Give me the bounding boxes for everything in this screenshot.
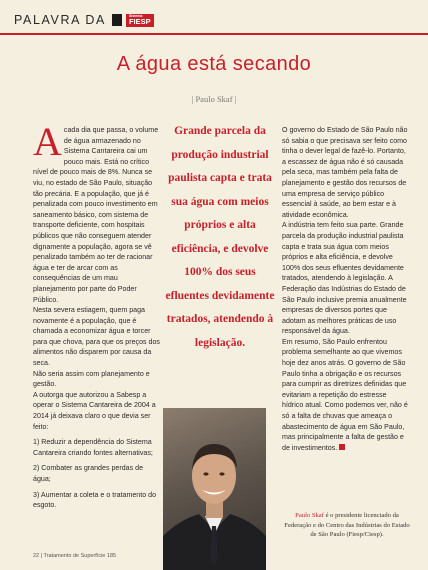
list-item: 1) Reduzir a dependência do Sistema Cantareira criando fontes alternativas;: [33, 438, 153, 457]
section-header: [14, 9, 154, 31]
drop-cap: A: [33, 119, 62, 164]
paragraph-text: cada dia que passa, o volume de água armazenado no Sistema Cantareira cai um pouco mais. Está no crítico nível de pouco mais de 8%. Nunca se viu, no estado de São Paulo, situação tão precária. E a população, que já é penalizada com pouco investimento em saneamento básico, com sistema de transporte deficiente, com hospitais públicos que não conseguem atender dignamente a população, agora se vê penalizado também ao ter de racionar água e ter de arcar com as consequências de um mau planejamento por parte do Poder Público.: [33, 126, 159, 304]
logo-mark-icon: [112, 14, 122, 26]
article-byline: | Paulo Skaf |: [191, 94, 237, 104]
paragraph-text: Em resumo, São Paulo enfrentou problema semelhante ao que vivemos hoje dez anos atrás. O governo de São Paulo tinha a obrigação e os recursos para cumprir as diretrizes definidas que evitariam a repetição do estresse hídrico atual. Como podemos ver, não é só a falta de chuvas que ameaça o abastecimento de água em São Paulo, mas principalmente a falta de gestão e de investimentos.: [282, 337, 408, 452]
author-name: Paulo Skaf: [295, 512, 324, 519]
author-bio-text: é o presidente licenciado da Federação e do Centro das Indústrias do Estado de São Paulo (Fiesp/Ciesp).: [284, 512, 410, 539]
author-portrait-image: [163, 408, 266, 570]
paragraph: A indústria tem feito sua parte. Grande parcela da produção industrial paulista capta e trata sua água com meios próprios e alta eficiência, e devolve 100% dos seus efluentes devidamente tratados, atendendo à legislação. A Federação das Indústrias do Estado de São Paulo inclusive premia anualmente empresas de diversos portes que adotam as melhores práticas de uso responsável da água.: [282, 221, 407, 336]
logo-big-text: FIESP: [128, 17, 151, 26]
paragraph: [33, 119, 160, 305]
article-title: A água está secando: [116, 53, 312, 75]
section-label: PALAVRA DA: [14, 13, 106, 27]
end-mark-icon: [339, 444, 345, 450]
list-item: 2) Combater as grandes perdas de água;: [33, 464, 144, 483]
paragraph: O governo do Estado de São Paulo não só sabia o que precisava ser feito como tinha o dever legal de fazê-lo. Portanto, a escassez de água não é só causada pela seca, mas também pela falta de planejamento e gestão dos recursos de uma empresa de serviço público essencial à saúde, ao bem estar e à atividade econômica.: [282, 126, 408, 219]
logo-small-text: Sistema: [128, 13, 143, 18]
article-column-3: [282, 125, 409, 453]
page-footer: 22 | Tratamento de Superfície 185: [33, 553, 117, 559]
paragraph: Não seria assim com planejamento e gestão.: [33, 369, 150, 389]
list-item: 3) Aumentar a coleta e o tratamento do esgoto.: [33, 490, 157, 510]
paragraph: [282, 337, 409, 454]
article-column-1: [33, 119, 160, 511]
pull-quote: Grande parcela da produção industrial paulista capta e trata sua água com meios próprios e alta eficiência, e devolve 100% dos seus efluentes devidamente tratados, atendendo à legislação.: [165, 125, 275, 349]
paragraph: A outorga que autorizou a Sabesp a operar o Sistema Cantareira de 2004 a 2014 já deixava claro o que devia ser feito:: [33, 390, 156, 431]
author-bio: [282, 511, 412, 540]
header-rule: [0, 33, 428, 35]
paragraph: Nesta severa estiagem, quem paga novamente é a população, que é chamada a economizar água e torcer para que chova, para que os preços dos alimentos não disparem por causa da seca.: [33, 306, 160, 368]
fiesp-logo: [126, 14, 154, 27]
author-photo: [163, 408, 266, 570]
